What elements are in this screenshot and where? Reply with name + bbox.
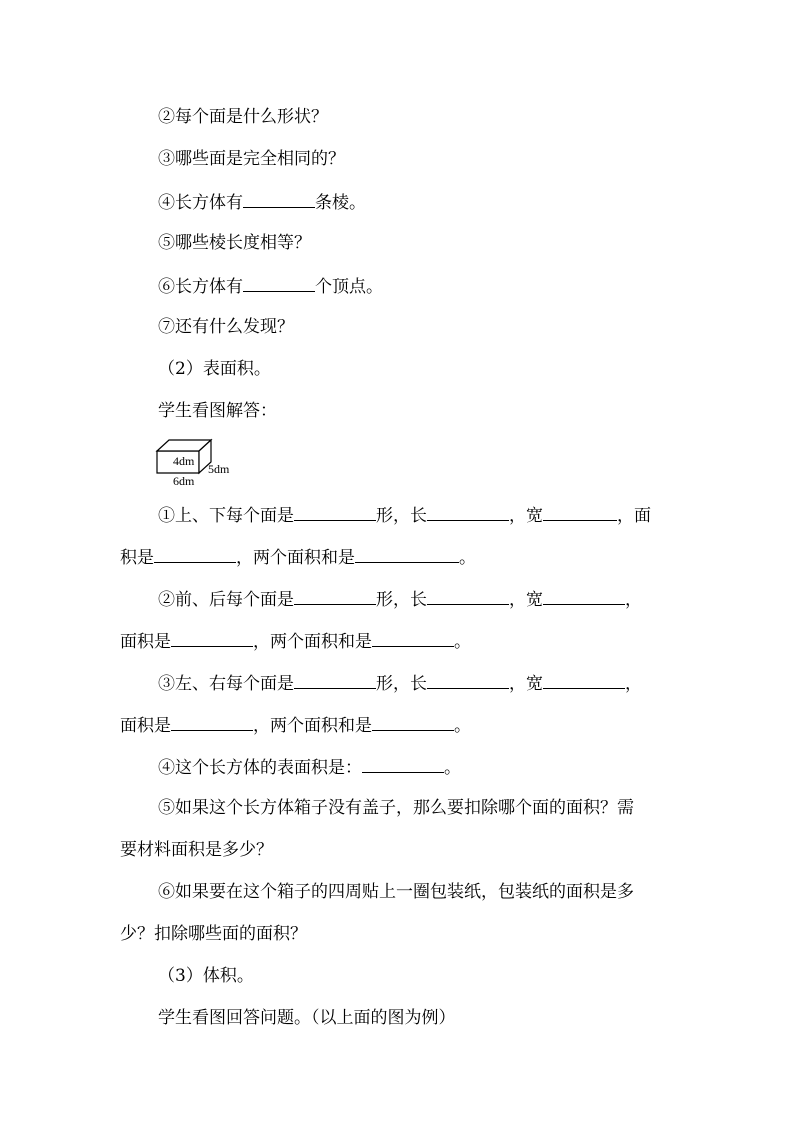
question-top-bottom-faces: ①上、下每个面是 形，长 ，宽 ，面 — [158, 503, 651, 527]
question-front-back-faces-cont: 面积是 ，两个面积和是 。 — [120, 629, 471, 653]
question-no-lid: ⑤如果这个长方体箱子没有盖子，那么要扣除哪个面的面积？需 — [158, 798, 634, 818]
length-label: 6dm — [173, 474, 195, 488]
answer-blank[interactable] — [171, 629, 253, 647]
section-intro: 学生看图解答： — [158, 401, 277, 421]
answer-blank[interactable] — [171, 713, 253, 731]
question-equal-edges: ⑤哪些棱长度相等？ — [158, 233, 311, 253]
depth-label: 5dm — [208, 462, 230, 476]
question-face-shape: ②每个面是什么形状？ — [158, 107, 328, 127]
question-front-back-faces: ②前、后每个面是 形，长 ，宽 ， — [158, 587, 642, 611]
question-left-right-faces: ③左、右每个面是 形，长 ，宽 ， — [158, 671, 642, 695]
question-no-lid-cont: 要材料面积是多少？ — [120, 840, 273, 860]
answer-blank[interactable] — [543, 503, 617, 521]
question-top-bottom-faces-cont: 积是 ，两个面积和是 。 — [120, 545, 476, 569]
question-wrapping-paper-cont: 少？扣除哪些面的面积？ — [120, 924, 307, 944]
answer-blank[interactable] — [427, 503, 509, 521]
section-heading-surface-area: （2）表面积。 — [158, 359, 271, 379]
answer-blank[interactable] — [372, 713, 454, 731]
answer-blank[interactable] — [427, 671, 509, 689]
height-label: 4dm — [173, 454, 195, 468]
answer-blank[interactable] — [154, 545, 236, 563]
question-identical-faces: ③哪些面是完全相同的？ — [158, 149, 345, 169]
answer-blank[interactable] — [427, 587, 509, 605]
question-left-right-faces-cont: 面积是 ，两个面积和是 。 — [120, 713, 471, 737]
answer-blank[interactable] — [543, 587, 625, 605]
answer-blank[interactable] — [372, 629, 454, 647]
answer-blank[interactable] — [294, 503, 376, 521]
question-other-findings: ⑦还有什么发现？ — [158, 317, 294, 337]
question-wrapping-paper: ⑥如果要在这个箱子的四周贴上一圈包装纸，包装纸的面积是多 — [158, 882, 634, 902]
question-vertex-count: ⑥长方体有 个顶点。 — [158, 274, 383, 298]
question-edge-count: ④长方体有 条棱。 — [158, 190, 366, 214]
answer-blank[interactable] — [294, 587, 376, 605]
answer-blank[interactable] — [294, 671, 376, 689]
cuboid-figure — [155, 433, 245, 488]
section-volume-intro: 学生看图回答问题。（以上面的图为例） — [158, 1008, 456, 1028]
section-heading-volume: （3）体积。 — [158, 966, 254, 986]
answer-blank[interactable] — [243, 274, 315, 292]
answer-blank[interactable] — [355, 545, 459, 563]
answer-blank[interactable] — [362, 755, 444, 773]
answer-blank[interactable] — [543, 671, 625, 689]
answer-blank[interactable] — [243, 190, 315, 208]
question-total-surface-area: ④这个长方体的表面积是： 。 — [158, 755, 461, 779]
